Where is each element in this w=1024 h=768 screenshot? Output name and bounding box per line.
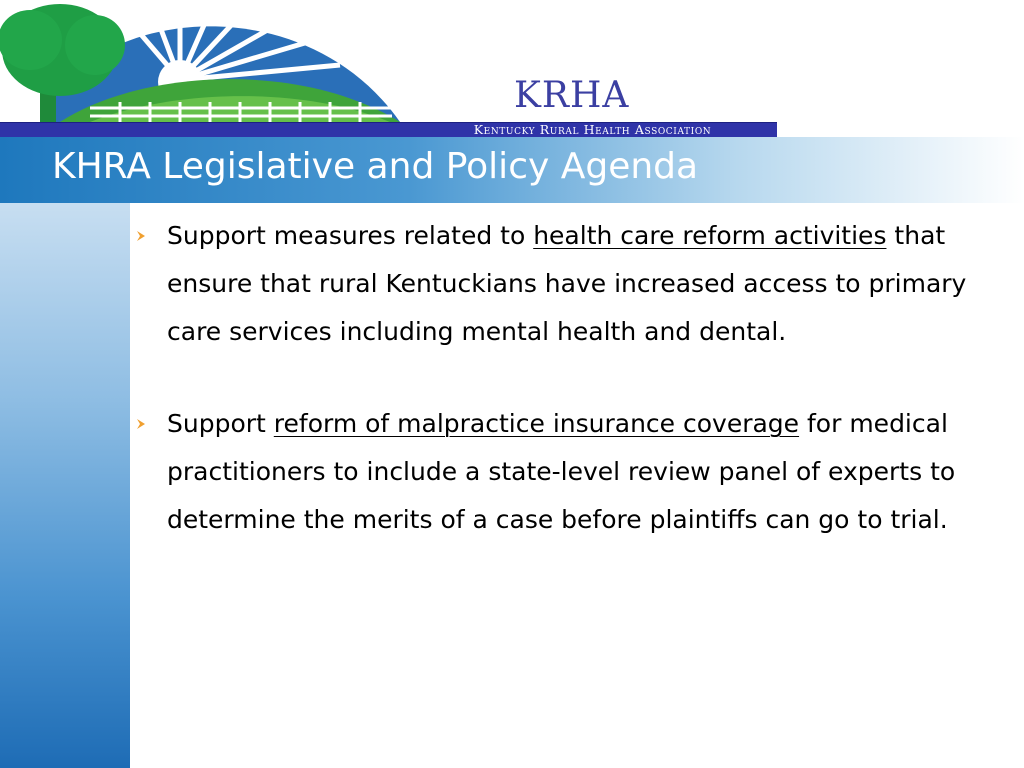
arrow-bullet-icon — [133, 400, 149, 448]
logo-artwork — [0, 0, 780, 137]
bullet-item — [131, 400, 991, 544]
bullet-text-before: Support measures related to — [167, 221, 534, 250]
logo-acronym: KRHA — [514, 75, 630, 116]
bullet-text-after: for medical practitioners to include a state-level review panel of experts to determine the merits of a case before plaintiffs can go to trial. — [167, 409, 956, 534]
bullet-underlined-phrase: health care reform activities — [533, 221, 887, 250]
arrow-bullet-icon — [133, 212, 149, 260]
bullet-item — [131, 212, 991, 356]
slide-title: KHRA Legislative and Policy Agenda — [52, 146, 699, 187]
left-accent-bar — [0, 203, 130, 768]
bullet-text-before: Support — [167, 409, 274, 438]
bullet-text-after: that ensure that rural Kentuckians have increased access to primary care services including mental health and dental. — [167, 221, 967, 346]
association-name: Kentucky Rural Health Association — [473, 122, 712, 137]
slide-body — [131, 212, 991, 544]
bullet-underlined-phrase: reform of malpractice insurance coverage — [273, 409, 800, 438]
krha-logo — [0, 0, 780, 137]
